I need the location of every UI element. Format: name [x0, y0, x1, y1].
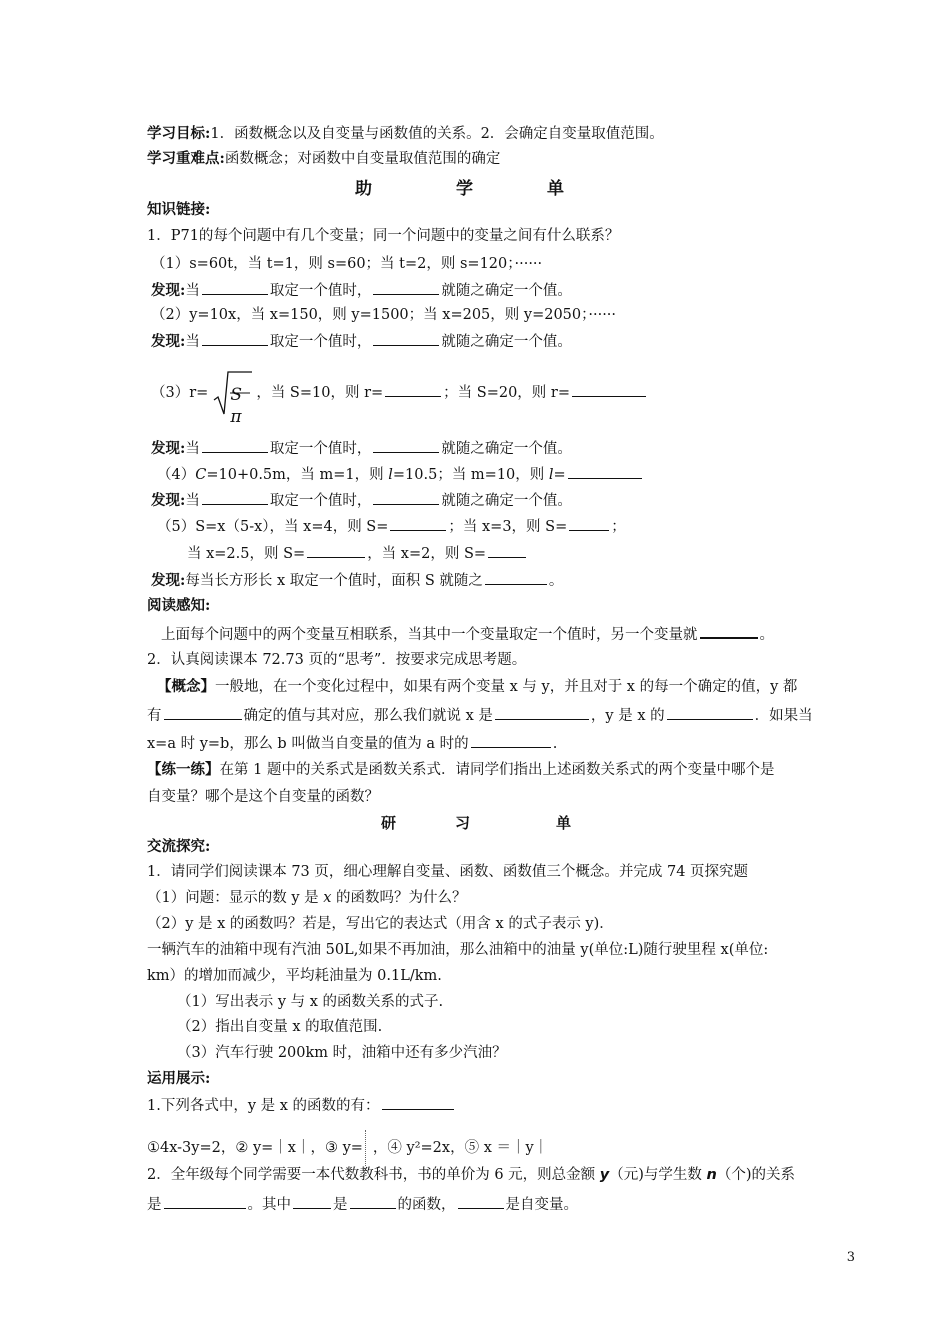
apply-text: 的函数，	[397, 1197, 456, 1213]
case5-text: ；当 x=3，则 S=	[448, 519, 568, 535]
concept-line-3	[147, 733, 557, 754]
case4-text: =10+0.5m，当 m=1，则	[206, 467, 389, 483]
case4-text: （4）	[157, 467, 196, 483]
apply-line-4	[147, 1194, 578, 1215]
explore-line-2	[147, 888, 467, 908]
apply-text: 是	[333, 1197, 348, 1213]
answer-blank[interactable]	[569, 516, 609, 531]
apply-var: y	[599, 1167, 610, 1183]
explore-text: （1）问题：显示的数 y 是	[147, 890, 324, 906]
discover-text: 当	[185, 283, 200, 299]
discover-label: 发现:	[151, 572, 186, 589]
answer-blank[interactable]	[385, 382, 441, 397]
apply-line-1	[147, 1095, 456, 1116]
apply-text: 1.下列各式中，y 是 x 的函数的有：	[147, 1098, 380, 1114]
explore-heading: 交流探究:	[147, 838, 211, 855]
reading-text: 上面每个问题中的两个变量互相联系，当其中一个变量取定一个值时，另一个变量就	[161, 627, 698, 643]
case3-text: ；当 S=20，则 r=	[443, 385, 570, 401]
knowledge-link-heading: 知识链接:	[147, 201, 211, 218]
concept-text: ．如果当	[754, 708, 813, 724]
apply-text: 是	[147, 1197, 162, 1213]
discover-text: 取定一个值时，	[269, 441, 372, 457]
radical-placeholder-icon	[365, 1130, 371, 1166]
discover-text: 。	[548, 573, 564, 589]
section-title-1-char-2: 学	[456, 179, 473, 199]
learning-focus	[147, 149, 500, 169]
section-title-2-char-3: 单	[556, 814, 572, 832]
section-title-1-char-1: 助	[355, 179, 372, 199]
goals-label: 学习目标:	[147, 125, 211, 142]
answer-blank[interactable]	[373, 490, 439, 505]
discovery-3	[151, 438, 572, 459]
case-1: （1）s=60t，当 t=1，则 s=60；当 t=2，则 s=120；······	[151, 256, 543, 272]
fraction-numerator: S	[230, 385, 242, 405]
answer-blank[interactable]	[202, 331, 268, 346]
practice-text: 在第 1 题中的关系式是函数关系式．请同学们指出上述函数关系式的两个变量中哪个是	[219, 762, 775, 778]
explore-line-3: （2）y 是 x 的函数吗？若是，写出它的表达式（用含 x 的式子表示 y)．	[147, 916, 614, 932]
question-2: 2．认真阅读课本 72.73 页的“思考”．按要求完成思考题。	[147, 652, 527, 668]
case4-var: C	[195, 467, 207, 483]
apply-text: （元)与学生数	[609, 1167, 707, 1183]
square-root-formula	[212, 370, 252, 427]
case-2: （2）y=10x，当 x=150，则 y=1500；当 x=205，则 y=2050；······	[151, 307, 617, 323]
explore-line-7: （2）指出自变量 x 的取值范围.	[177, 1019, 383, 1035]
concept-line-2	[147, 705, 813, 726]
answer-blank[interactable]	[458, 1194, 504, 1209]
discover-text: 当	[185, 334, 200, 350]
section-title-2-char-2: 习	[455, 814, 471, 832]
case3-text: 当 S=10，则 r=	[270, 385, 384, 401]
apply-text: ①4x-3y=2，② y=｜x｜，③ y=	[147, 1140, 363, 1156]
apply-var: n	[706, 1167, 717, 1183]
case4-text: =10.5；当 m=10，则	[392, 467, 549, 483]
answer-blank[interactable]	[700, 623, 758, 639]
discover-label: 发现:	[151, 440, 186, 457]
discover-text: 取定一个值时，	[269, 493, 372, 509]
case5-text: ，当 x=2，则 S=	[367, 546, 487, 562]
case-5-line-2	[187, 543, 528, 564]
explore-line-1: 1．请同学们阅读课本 73 页，细心理解自变量、函数、函数值三个概念。并完成 74 页探究题	[147, 864, 749, 880]
answer-blank[interactable]	[568, 464, 642, 479]
answer-blank[interactable]	[202, 280, 268, 295]
reading-text: 。	[759, 627, 774, 643]
concept-text: ，y 是 x 的	[590, 708, 665, 724]
answer-blank[interactable]	[495, 705, 589, 720]
concept-text: 一般地，在一个变化过程中，如果有两个变量 x 与 y，并且对于 x 的每一个确定的值，y 都	[215, 679, 798, 695]
answer-blank[interactable]	[667, 705, 753, 720]
answer-blank[interactable]	[373, 438, 439, 453]
answer-blank[interactable]	[485, 570, 547, 585]
answer-blank[interactable]	[164, 705, 242, 720]
apply-line-3	[147, 1165, 795, 1185]
apply-text: ，④ y²=2x，⑤ x ＝｜y｜	[372, 1140, 549, 1156]
case4-text: =	[553, 467, 566, 483]
discover-label: 发现:	[151, 333, 186, 350]
discover-text: 每当长方形长 x 取定一个值时，面积 S 就随之	[185, 573, 483, 589]
case-4	[157, 464, 644, 485]
answer-blank[interactable]	[202, 490, 268, 505]
discover-text: 当	[185, 441, 200, 457]
discover-text: 就随之确定一个值。	[441, 334, 572, 350]
discovery-2	[151, 331, 572, 352]
answer-blank[interactable]	[307, 543, 365, 558]
discover-text: 就随之确定一个值。	[441, 283, 572, 299]
discover-text: 取定一个值时，	[269, 283, 372, 299]
goals-text: 1．函数概念以及自变量与函数值的关系。2．会确定自变量取值范围。	[210, 126, 664, 142]
concept-text: 有	[147, 708, 162, 724]
section-title-1-char-3: 单	[547, 179, 564, 199]
explore-line-4: 一辆汽车的油箱中现有汽油 50L,如果不再加油，那么油箱中的油量 y(单位:L)随行驶里程 x(单位:	[147, 942, 769, 958]
case4-var: l	[548, 467, 554, 483]
case4-var: l	[388, 467, 393, 483]
fraction-denominator: π	[230, 407, 242, 427]
apply-line-2	[147, 1130, 548, 1166]
learning-goals	[147, 124, 664, 144]
discover-text: 就随之确定一个值。	[441, 493, 572, 509]
case3-prefix: （3）r=	[151, 385, 209, 401]
discovery-4	[151, 490, 572, 511]
answer-blank[interactable]	[350, 1194, 396, 1209]
discover-text: 当	[185, 493, 200, 509]
discover-text: 取定一个值时，	[269, 334, 372, 350]
explore-text: 的函数吗？为什么？	[331, 890, 467, 906]
discovery-1	[151, 280, 572, 301]
explore-var: x	[323, 890, 332, 906]
section-title-2-char-1: 研	[381, 814, 397, 832]
concept-text: 确定的值与其对应，那么我们就说 x 是	[243, 708, 493, 724]
discover-label: 发现:	[151, 492, 186, 509]
concept-label: 【概念】	[157, 678, 215, 695]
concept-line-1	[157, 677, 797, 697]
concept-text: x=a 时 y=b，那么 b 叫做当自变量的值为 a 时的	[147, 736, 469, 752]
answer-blank[interactable]	[382, 1095, 454, 1110]
discover-label: 发现:	[151, 282, 186, 299]
apply-text: 。其中	[247, 1197, 291, 1213]
practice-line-2: 自变量？哪个是这个自变量的函数？	[147, 789, 379, 805]
answer-blank[interactable]	[164, 1194, 246, 1209]
page-number: 3	[846, 1250, 855, 1265]
discover-text: 就随之确定一个值。	[441, 441, 572, 457]
focus-label: 学习重难点:	[147, 150, 225, 167]
case3-comma: ，	[256, 385, 271, 401]
apply-text: 是自变量。	[505, 1197, 578, 1213]
question-1: 1．P71的每个问题中有几个变量；同一个问题中的变量之间有什么联系？	[147, 228, 620, 244]
case-5-line-1	[157, 516, 626, 537]
case-3	[151, 370, 648, 427]
apply-text: （个)的关系	[716, 1167, 795, 1183]
answer-blank[interactable]	[202, 438, 268, 453]
focus-text: 函数概念；对函数中自变量取值范围的确定	[224, 151, 501, 167]
case5-text: （5）S=x（5-x），当 x=4，则 S=	[157, 519, 389, 535]
answer-blank[interactable]	[488, 543, 526, 558]
answer-blank[interactable]	[471, 733, 551, 748]
concept-text: .	[552, 736, 558, 752]
answer-blank[interactable]	[373, 331, 439, 346]
reading-heading: 阅读感知:	[147, 597, 211, 614]
explore-line-5: km）的增加而减少，平均耗油量为 0.1L/km.	[147, 968, 442, 984]
explore-line-8: （3）汽车行驶 200km 时，油箱中还有多少汽油？	[177, 1045, 507, 1061]
case5-text: 当 x=2.5，则 S=	[187, 546, 306, 562]
apply-text: 2．全年级每个同学需要一本代数教科书，书的单价为 6 元，则总金额	[147, 1167, 600, 1183]
reading-paragraph	[161, 623, 774, 645]
answer-blank[interactable]	[293, 1194, 331, 1209]
case5-text: ；	[611, 519, 626, 535]
practice-line-1	[147, 760, 774, 780]
explore-line-6: （1）写出表示 y 与 x 的函数关系的式子.	[177, 994, 444, 1010]
apply-heading: 运用展示:	[147, 1070, 211, 1087]
practice-label: 【练一练】	[147, 761, 220, 778]
answer-blank[interactable]	[572, 382, 646, 397]
discovery-5	[151, 570, 563, 591]
answer-blank[interactable]	[390, 516, 446, 531]
answer-blank[interactable]	[373, 280, 439, 295]
